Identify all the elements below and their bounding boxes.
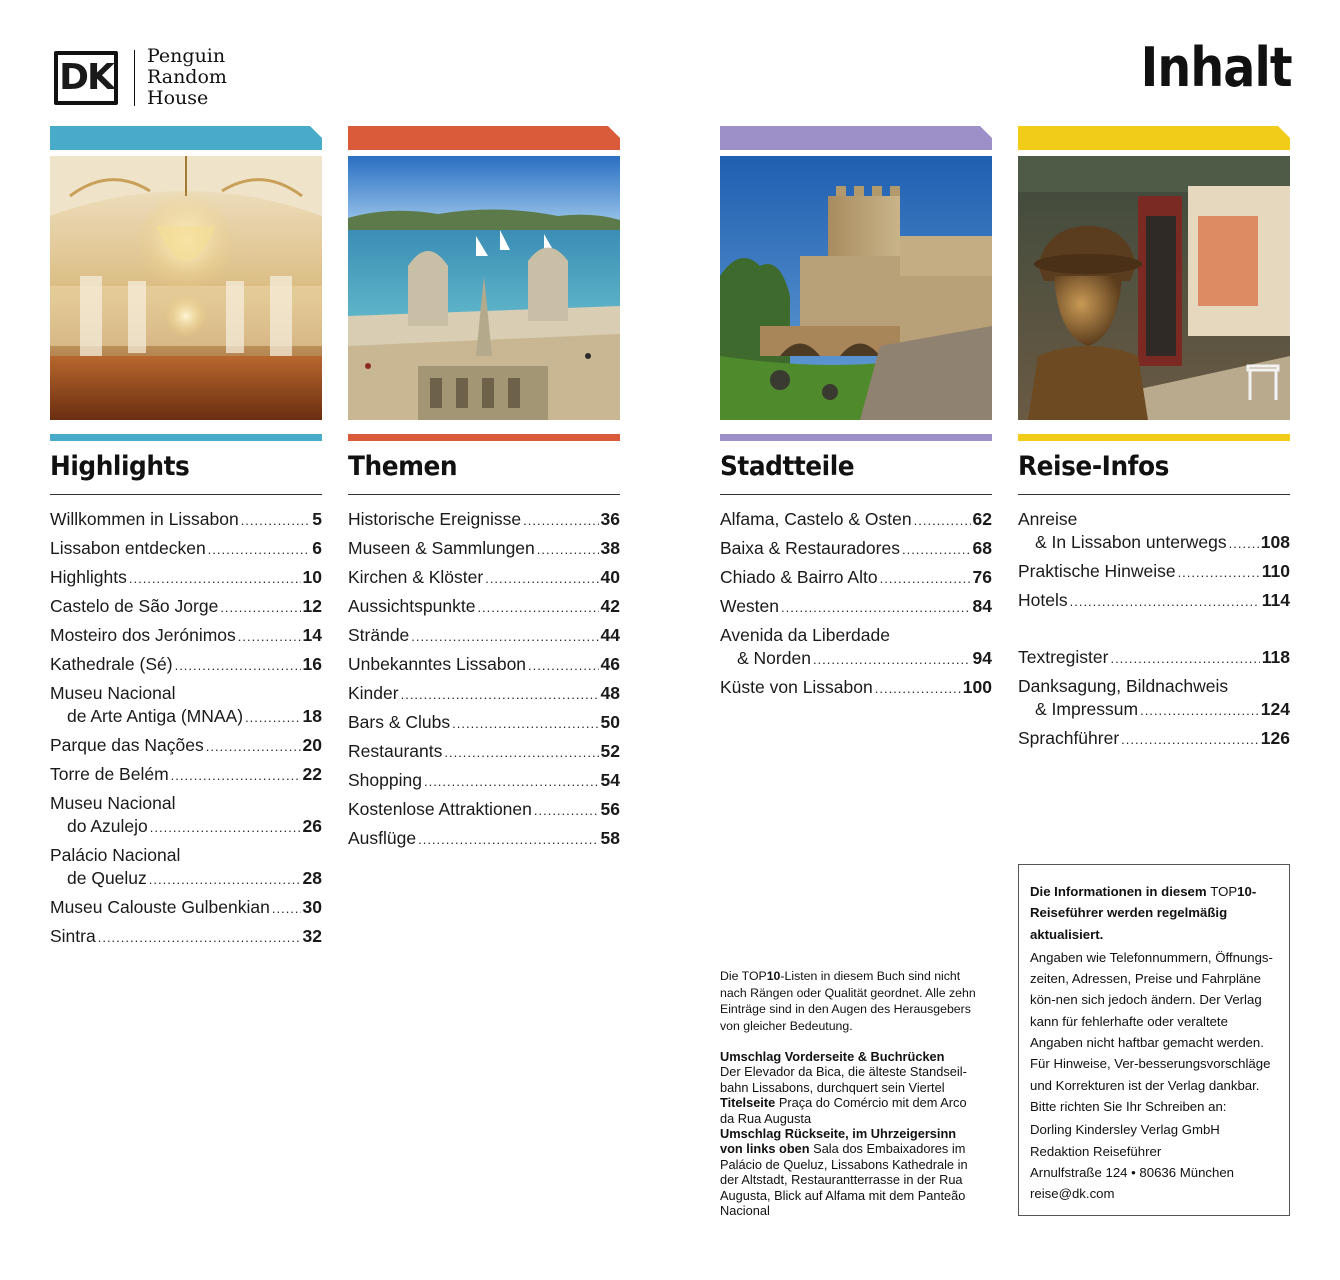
address-line: Dorling Kindersley Verlag GmbH — [1030, 1122, 1220, 1138]
toc-entry[interactable] — [1018, 727, 1290, 751]
toc-entry[interactable] — [50, 792, 322, 839]
credit-text: Sala dos Embaixadores im Palácio de Queluz, Lissabons Kathedrale in der Altstadt, Restaurantterrasse in der Rua Augusta, Blick auf Alfama mit dem Panteão Nacional — [720, 1141, 968, 1219]
dot-leader — [914, 509, 971, 532]
cover-credits — [720, 1049, 982, 1218]
section-rule — [50, 494, 322, 495]
toc-entry[interactable] — [348, 537, 620, 561]
dot-leader — [452, 712, 598, 735]
address-line: Arnulfstraße 124 • 80636 München — [1030, 1164, 1235, 1180]
page-number: 22 — [302, 764, 322, 784]
toc-entry[interactable] — [348, 624, 620, 648]
dot-leader — [272, 897, 301, 920]
toc-entry-title: Kostenlose Attraktionen — [348, 799, 532, 819]
top10-brand — [742, 969, 781, 983]
toc-gap — [1018, 618, 1290, 646]
dot-leader — [418, 828, 598, 851]
belem-tower-terrace-photo — [348, 156, 620, 420]
dot-leader — [880, 567, 971, 590]
toc-entry-title: Sprachführer — [1018, 728, 1120, 748]
dot-leader — [206, 735, 301, 758]
toc-entry-title: Avenida da Liberdade — [720, 625, 890, 645]
toc-entry-title: Museu Nacional — [50, 683, 176, 703]
toc-entry-title: Mosteiro dos Jerónimos — [50, 625, 236, 645]
page-number: 118 — [1261, 647, 1290, 667]
page-number: 12 — [302, 596, 322, 616]
section-title: Reise-Infos — [1018, 451, 1169, 482]
page-title: Inhalt — [1140, 36, 1292, 99]
section-stadtteile — [720, 126, 992, 705]
section-rule — [1018, 494, 1290, 495]
toc-list — [348, 508, 620, 851]
toc-entry[interactable] — [50, 896, 322, 920]
toc-entry[interactable] — [348, 769, 620, 793]
toc-entry-title: Highlights — [50, 567, 127, 587]
section-title: Themen — [348, 451, 458, 482]
page-number: 38 — [600, 538, 620, 558]
page-number: 52 — [600, 741, 620, 761]
section-themen — [348, 126, 620, 856]
toc-entry-subtitle: do Azulejo — [67, 816, 148, 836]
toc-entry-title: Bars & Clubs — [348, 712, 451, 732]
update-info-box — [1018, 864, 1290, 1216]
dot-leader — [875, 677, 961, 700]
toc-entry-title: Kinder — [348, 683, 399, 703]
toc-entry[interactable] — [720, 595, 992, 619]
page-number: 126 — [1260, 728, 1290, 748]
page-number: 28 — [302, 868, 322, 888]
note-text: -Listen in diesem Buch sind nicht nach Rängen oder Qualität geordnet. Alle zehn Einträge sind in den Augen des Herausgebers von gleicher Bedeutung. — [720, 969, 976, 1033]
dot-leader — [1178, 561, 1260, 584]
toc-entry-title: Sintra — [50, 926, 96, 946]
dot-leader — [129, 567, 301, 590]
toc-entry[interactable] — [348, 740, 620, 764]
toc-entry-title: Hotels — [1018, 590, 1068, 610]
dot-leader — [523, 509, 598, 532]
toc-list — [720, 508, 992, 700]
toc-entry[interactable] — [50, 508, 322, 532]
toc-entry[interactable] — [50, 844, 322, 891]
page-number: 56 — [600, 799, 620, 819]
toc-entry[interactable] — [348, 682, 620, 706]
dot-leader — [149, 868, 301, 891]
toc-entry[interactable] — [50, 595, 322, 619]
toc-entry-title: Museen & Sammlungen — [348, 538, 535, 558]
section-title: Highlights — [50, 451, 190, 482]
color-bar — [1018, 434, 1290, 441]
toc-entry-title: Ausflüge — [348, 828, 417, 848]
toc-list — [1018, 508, 1290, 613]
logo-divider — [134, 50, 135, 106]
toc-entry[interactable] — [348, 508, 620, 532]
publisher-line: Random — [147, 66, 227, 88]
publisher-name — [147, 46, 227, 109]
page-number: 42 — [600, 596, 620, 616]
dot-leader — [220, 596, 300, 619]
toc-entry-title: Chiado & Bairro Alto — [720, 567, 878, 587]
toc-entry[interactable] — [1018, 508, 1290, 555]
page-number: 10 — [302, 567, 322, 587]
page-number: 18 — [302, 706, 322, 726]
page-number: 58 — [600, 828, 620, 848]
toc-entry-title: Restaurants — [348, 741, 443, 761]
publisher-logo — [54, 46, 227, 109]
dot-leader — [175, 654, 301, 677]
toc-entry-title: Parque das Nações — [50, 735, 204, 755]
dk-logo-mark: DK — [54, 51, 118, 105]
dot-leader — [477, 596, 598, 619]
toc-entry[interactable] — [720, 624, 992, 671]
toc-entry-title: Anreise — [1018, 509, 1078, 529]
toc-entry-title: Shopping — [348, 770, 422, 790]
page-number: 94 — [972, 648, 992, 668]
ranking-note — [720, 968, 982, 1034]
page-number: 76 — [972, 567, 992, 587]
toc-entry-title: Aussichtspunkte — [348, 596, 476, 616]
dot-leader — [401, 683, 599, 706]
color-tab — [720, 126, 992, 150]
toc-entry-title: Kathedrale (Sé) — [50, 654, 173, 674]
toc-entry-title: Historische Ereignisse — [348, 509, 522, 529]
page-number: 124 — [1260, 699, 1290, 719]
credit-label: Umschlag Vorderseite & Buchrücken — [720, 1049, 945, 1064]
chandelier-ballroom-photo — [50, 156, 322, 420]
dot-leader — [1140, 699, 1259, 722]
toc-entry-title: Alfama, Castelo & Osten — [720, 509, 912, 529]
dot-leader — [245, 706, 300, 729]
credit-text: Der Elevador da Bica, die älteste Standseil-bahn Lissabons, durchquert sein Viertel — [720, 1064, 967, 1095]
toc-entry[interactable] — [720, 537, 992, 561]
dot-leader — [411, 625, 598, 648]
toc-entry-title: Willkommen in Lissabon — [50, 509, 239, 529]
dot-leader — [150, 816, 301, 839]
toc-entry-title: Kirchen & Klöster — [348, 567, 484, 587]
toc-entry-title: Lissabon entdecken — [50, 538, 206, 558]
toc-entry[interactable] — [348, 798, 620, 822]
section-reise-infos — [1018, 126, 1290, 756]
toc-entry[interactable] — [50, 682, 322, 729]
info-heading-post: -Reiseführer werden regelmäßig aktualisiert. — [1030, 884, 1257, 942]
section-rule — [348, 494, 620, 495]
toc-entry-title: Danksagung, Bildnachweis — [1018, 676, 1229, 696]
page-number: 20 — [302, 735, 322, 755]
page-number: 5 — [312, 509, 322, 529]
toc-entry-subtitle: & Impressum — [1035, 699, 1139, 719]
toc-list — [1018, 646, 1290, 751]
dot-leader — [238, 625, 301, 648]
toc-entry-title: Torre de Belém — [50, 764, 169, 784]
color-tab — [1018, 126, 1290, 150]
page-number: 44 — [600, 625, 620, 645]
toc-entry[interactable] — [1018, 560, 1290, 584]
toc-entry[interactable] — [348, 827, 620, 851]
toc-entry-title: Castelo de São Jorge — [50, 596, 219, 616]
toc-entry[interactable] — [50, 763, 322, 787]
credit-label: Umschlag Rückseite, im Uhrzeigersinn von links oben — [720, 1126, 957, 1157]
dot-leader — [813, 648, 971, 671]
color-bar — [348, 434, 620, 441]
color-tab — [348, 126, 620, 150]
page-number: 48 — [600, 683, 620, 703]
page-number: 54 — [600, 770, 620, 790]
page-number: 108 — [1260, 532, 1290, 552]
ten-label: 10 — [1237, 884, 1252, 899]
dot-leader — [208, 538, 311, 561]
toc-entry[interactable] — [1018, 589, 1290, 613]
info-heading-pre: Die Informationen in diesem — [1030, 884, 1211, 899]
page-number: 40 — [600, 567, 620, 587]
toc-entry-title: Museu Nacional — [50, 793, 176, 813]
page-number: 84 — [972, 596, 992, 616]
toc-entry-subtitle: & Norden — [737, 648, 811, 668]
color-tab — [50, 126, 322, 150]
dot-leader — [241, 509, 311, 532]
dot-leader — [537, 538, 599, 561]
color-bar — [50, 434, 322, 441]
section-highlights — [50, 126, 322, 954]
dot-leader — [444, 741, 598, 764]
toc-entry[interactable] — [720, 508, 992, 532]
toc-entry[interactable] — [1018, 646, 1290, 670]
toc-entry-title: Museu Calouste Gulbenkian — [50, 897, 270, 917]
dot-leader — [98, 926, 301, 949]
page-number: 36 — [600, 509, 620, 529]
top-label: TOP — [741, 969, 767, 983]
address-line: Redaktion Reiseführer — [1030, 1143, 1162, 1159]
page-number: 16 — [302, 654, 322, 674]
toc-entry[interactable] — [50, 624, 322, 648]
top-label: TOP — [1210, 884, 1238, 899]
page-number: 14 — [302, 625, 322, 645]
page-number: 46 — [600, 654, 620, 674]
toc-entry[interactable] — [720, 676, 992, 700]
toc-entry[interactable] — [720, 566, 992, 590]
page-number: 26 — [302, 816, 322, 836]
credit-label: Titelseite — [720, 1095, 776, 1111]
dot-leader — [424, 770, 599, 793]
toc-entry-title: Praktische Hinweise — [1018, 561, 1176, 581]
toc-entry[interactable] — [348, 595, 620, 619]
page-number: 32 — [302, 926, 322, 946]
toc-entry-title: Westen — [720, 596, 780, 616]
page-number: 114 — [1261, 590, 1290, 610]
toc-entry[interactable] — [348, 653, 620, 677]
toc-entry[interactable] — [1018, 675, 1290, 722]
dot-leader — [485, 567, 598, 590]
toc-entry[interactable] — [50, 537, 322, 561]
pessoa-statue-cafe-photo — [1018, 156, 1290, 420]
email-link[interactable]: reise@dk.com — [1030, 1186, 1115, 1202]
info-body: Angaben wie Telefonnummern, Öffnungs-zeiten, Adressen, Preise und Fahrpläne kön-nen sich jedoch ändern. Der Verlag kann für fehlerhafte oder veraltete Angaben nicht haftbar gemacht werden. Für Hinweise, Ver-besserungsvorschläge und Korrekturen ist der Verlag dankbar. Bitte richten Sie Ihr Schreiben an: — [1030, 949, 1273, 1114]
dot-leader — [528, 654, 598, 677]
page-number: 100 — [962, 677, 992, 697]
toc-entry[interactable] — [50, 653, 322, 677]
publisher-line: House — [147, 87, 209, 109]
dot-leader — [781, 596, 971, 619]
section-rule — [720, 494, 992, 495]
castle-walls-photo — [720, 156, 992, 420]
toc-entry-title: Baixa & Restauradores — [720, 538, 900, 558]
page-number: 68 — [972, 538, 992, 558]
toc-entry-subtitle: de Arte Antiga (MNAA) — [67, 706, 244, 726]
toc-list — [50, 508, 322, 949]
info-heading — [1030, 881, 1279, 945]
ten-label: 10 — [766, 969, 781, 983]
toc-entry-title: Palácio Nacional — [50, 845, 181, 865]
page-number: 50 — [600, 712, 620, 732]
color-bar — [720, 434, 992, 441]
toc-entry[interactable] — [50, 566, 322, 590]
dot-leader — [534, 799, 599, 822]
page-number: 110 — [1261, 561, 1290, 581]
note-prefix: Die — [720, 969, 742, 983]
dot-leader — [1110, 647, 1259, 670]
dot-leader — [171, 764, 301, 787]
page-number: 62 — [972, 509, 992, 529]
toc-entry[interactable] — [348, 566, 620, 590]
toc-entry-subtitle: de Queluz — [67, 868, 147, 888]
section-title: Stadtteile — [720, 451, 855, 482]
dot-leader — [1229, 532, 1259, 555]
toc-entry[interactable] — [50, 734, 322, 758]
publisher-line: Penguin — [147, 45, 226, 67]
toc-entry-subtitle: & In Lissabon unterwegs — [1035, 532, 1227, 552]
page-number: 6 — [312, 538, 322, 558]
dot-leader — [902, 538, 971, 561]
dot-leader — [1070, 590, 1260, 613]
toc-entry[interactable] — [348, 711, 620, 735]
toc-entry-title: Textregister — [1018, 647, 1109, 667]
toc-entry-title: Küste von Lissabon — [720, 677, 873, 697]
page-number: 30 — [302, 897, 322, 917]
toc-entry-title: Strände — [348, 625, 410, 645]
dot-leader — [1121, 728, 1259, 751]
toc-entry[interactable] — [50, 925, 322, 949]
credit-text: Praça do Comércio mit dem Arco da Rua Augusta — [720, 1095, 967, 1126]
toc-entry-title: Unbekanntes Lissabon — [348, 654, 527, 674]
